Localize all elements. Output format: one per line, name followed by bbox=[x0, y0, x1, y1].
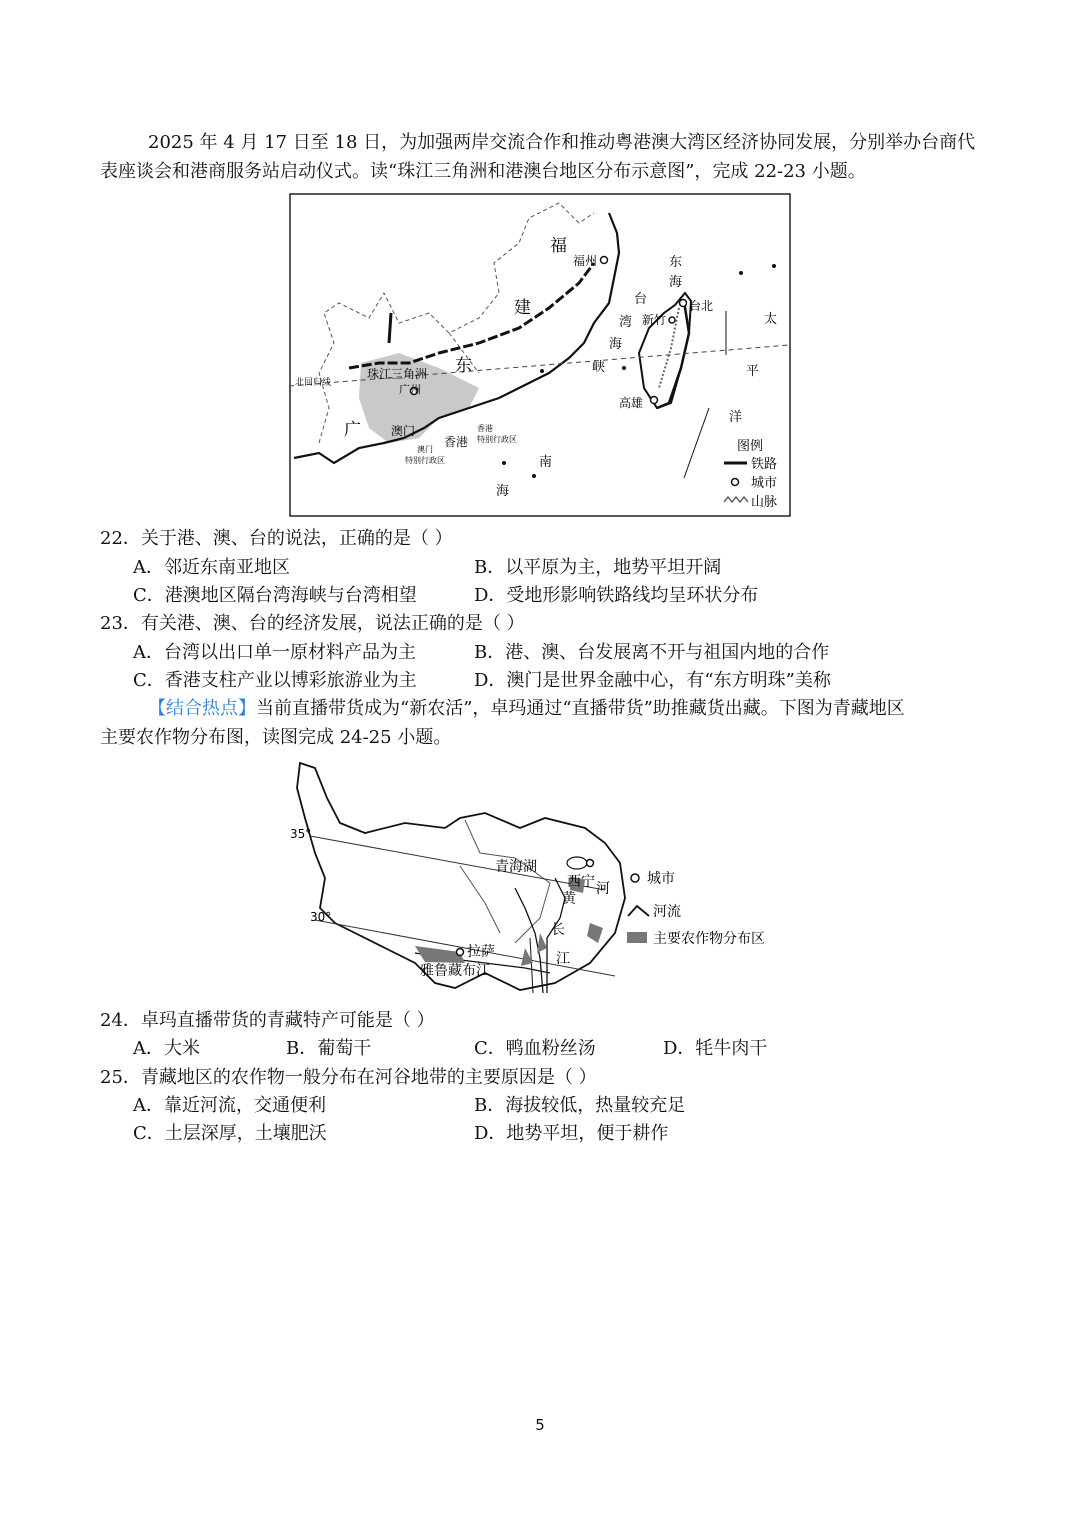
label-zhujiang-delta: 珠江三角洲 bbox=[367, 367, 428, 381]
q23-option-d[interactable]: D．澳门是世界金融中心，有“东方明珠”美称 bbox=[474, 670, 831, 691]
label-hk-admin-2: 特别行政区 bbox=[477, 435, 517, 444]
gaoxiong-city-icon bbox=[651, 397, 658, 404]
legend-title: 图例 bbox=[737, 439, 764, 454]
qinghai-lake bbox=[567, 857, 587, 869]
q22-option-b[interactable]: B．以平原为主，地势平坦开阔 bbox=[474, 557, 722, 578]
label-donghai-1: 东 bbox=[669, 255, 683, 270]
label-tropic: 北回归线 bbox=[295, 378, 332, 388]
q22-stem: 22．关于港、澳、台的说法，正确的是（ ） bbox=[100, 528, 453, 549]
label-he: 河 bbox=[596, 881, 610, 897]
label-xinzhu: 新竹 bbox=[642, 313, 667, 327]
q22-option-c[interactable]: C．港澳地区隔台湾海峡与台湾相望 bbox=[133, 585, 417, 606]
intro2-line-1-text: 当前直播带货成为“新农活”，卓玛通过“直播带货”助推藏货出藏。下图为青藏地区 bbox=[256, 698, 905, 719]
xinzhu-city-icon bbox=[669, 317, 675, 323]
fuzhou-city-icon bbox=[601, 257, 608, 264]
label-mo-admin-2: 特别行政区 bbox=[405, 456, 445, 465]
intro-paragraph-line-1: 2025 年 4 月 17 日至 18 日，为加强两岸交流合作和推动粤港澳大湾区经济协同发展，分别举办台商代 bbox=[148, 132, 976, 153]
label-pacific-2: 平 bbox=[746, 364, 760, 379]
legend-city-icon bbox=[631, 874, 639, 882]
legend-crop: 主要农作物分布区 bbox=[653, 931, 765, 947]
legend-river: 河流 bbox=[653, 904, 681, 920]
label-mo-admin-1: 澳门 bbox=[417, 445, 433, 454]
label-guangdong-1: 东 bbox=[455, 356, 472, 376]
q24-stem: 24．卓玛直播带货的青藏特产可能是（ ） bbox=[100, 1010, 435, 1031]
label-fuzhou: 福州 bbox=[573, 254, 598, 268]
q23-stem: 23．有关港、澳、台的经济发展，说法正确的是（ ） bbox=[100, 613, 525, 634]
label-fujian-2: 建 bbox=[514, 298, 531, 318]
label-strait-4: 峡 bbox=[592, 360, 606, 375]
label-strait-1: 台 bbox=[634, 292, 648, 307]
label-qinghaihu: 青海湖 bbox=[495, 859, 537, 875]
q25-option-b[interactable]: B．海拔较低，热量较充足 bbox=[474, 1095, 686, 1116]
intro2-line-1 bbox=[148, 697, 905, 721]
label-strait-3: 海 bbox=[609, 337, 623, 352]
label-xining: 西宁 bbox=[567, 874, 595, 890]
label-nanhai-2: 海 bbox=[496, 484, 510, 499]
label-fujian-1: 福 bbox=[550, 236, 567, 256]
legend-city: 城市 bbox=[751, 476, 778, 491]
label-lat-35: 35° bbox=[290, 827, 312, 841]
q23-option-a[interactable]: A．台湾以出口单一原材料产品为主 bbox=[133, 642, 416, 663]
label-pacific-3: 洋 bbox=[729, 410, 743, 425]
legend-city-icon bbox=[732, 479, 739, 486]
legend-crop-icon bbox=[627, 932, 647, 943]
label-lasa: 拉萨 bbox=[467, 944, 495, 960]
label-chang: 长 bbox=[551, 922, 565, 938]
q22-option-a[interactable]: A．邻近东南亚地区 bbox=[133, 557, 290, 578]
label-nanhai-1: 南 bbox=[539, 455, 553, 470]
q24-option-a[interactable]: A．大米 bbox=[133, 1038, 200, 1059]
page-number: 5 bbox=[535, 1416, 545, 1434]
label-lat-30: 30° bbox=[310, 910, 332, 924]
label-pacific-1: 太 bbox=[764, 312, 778, 327]
label-taibei: 台北 bbox=[689, 299, 714, 313]
q25-stem: 25．青藏地区的农作物一般分布在河谷地带的主要原因是（ ） bbox=[100, 1067, 597, 1088]
label-gaoxiong: 高雄 bbox=[619, 396, 644, 410]
legend-city: 城市 bbox=[647, 871, 675, 887]
legend-river-icon bbox=[628, 906, 649, 916]
label-hk-admin-1: 香港 bbox=[477, 424, 493, 433]
legend-railway: 铁路 bbox=[751, 457, 778, 472]
q24-option-c[interactable]: C．鸭血粉丝汤 bbox=[474, 1038, 596, 1059]
label-xianggang: 香港 bbox=[444, 435, 469, 449]
label-guangzhou: 广州 bbox=[399, 383, 421, 396]
hot-topic-tag: 【结合热点】 bbox=[148, 698, 256, 719]
taibei-city-icon bbox=[680, 300, 687, 307]
label-guangdong-2: 广 bbox=[344, 420, 361, 440]
intro2-line-2: 主要农作物分布图，读图完成 24-25 小题。 bbox=[100, 727, 452, 748]
q24-option-b[interactable]: B．葡萄干 bbox=[286, 1038, 372, 1059]
legend-mountain: 山脉 bbox=[751, 495, 778, 510]
q24-option-d[interactable]: D．牦牛肉干 bbox=[663, 1038, 768, 1059]
prd-hk-macau-taiwan-map bbox=[289, 193, 791, 517]
label-huang: 黄 bbox=[562, 891, 576, 907]
q22-option-d[interactable]: D．受地形影响铁路线均呈环状分布 bbox=[474, 585, 759, 606]
lasa-city-icon bbox=[457, 949, 464, 956]
xining-city-icon bbox=[587, 860, 594, 867]
q23-option-c[interactable]: C．香港支柱产业以博彩旅游业为主 bbox=[133, 670, 417, 691]
label-yarlung: 雅鲁藏布江 bbox=[420, 963, 490, 979]
intro-paragraph-line-2: 表座谈会和港商服务站启动仪式。读“珠江三角洲和港澳台地区分布示意图”，完成 22-23 小题。 bbox=[100, 161, 866, 182]
q25-option-a[interactable]: A．靠近河流，交通便利 bbox=[133, 1095, 326, 1116]
q25-option-d[interactable]: D．地势平坦，便于耕作 bbox=[474, 1123, 669, 1144]
label-jiang: 江 bbox=[556, 951, 570, 967]
q23-option-b[interactable]: B．港、澳、台发展离不开与祖国内地的合作 bbox=[474, 642, 830, 663]
qinghai-tibet-crop-map bbox=[285, 758, 790, 1003]
label-strait-2: 湾 bbox=[619, 315, 633, 330]
label-aomen: 澳门 bbox=[391, 424, 416, 438]
label-donghai-2: 海 bbox=[669, 275, 683, 290]
q25-option-c[interactable]: C．土层深厚，土壤肥沃 bbox=[133, 1123, 327, 1144]
